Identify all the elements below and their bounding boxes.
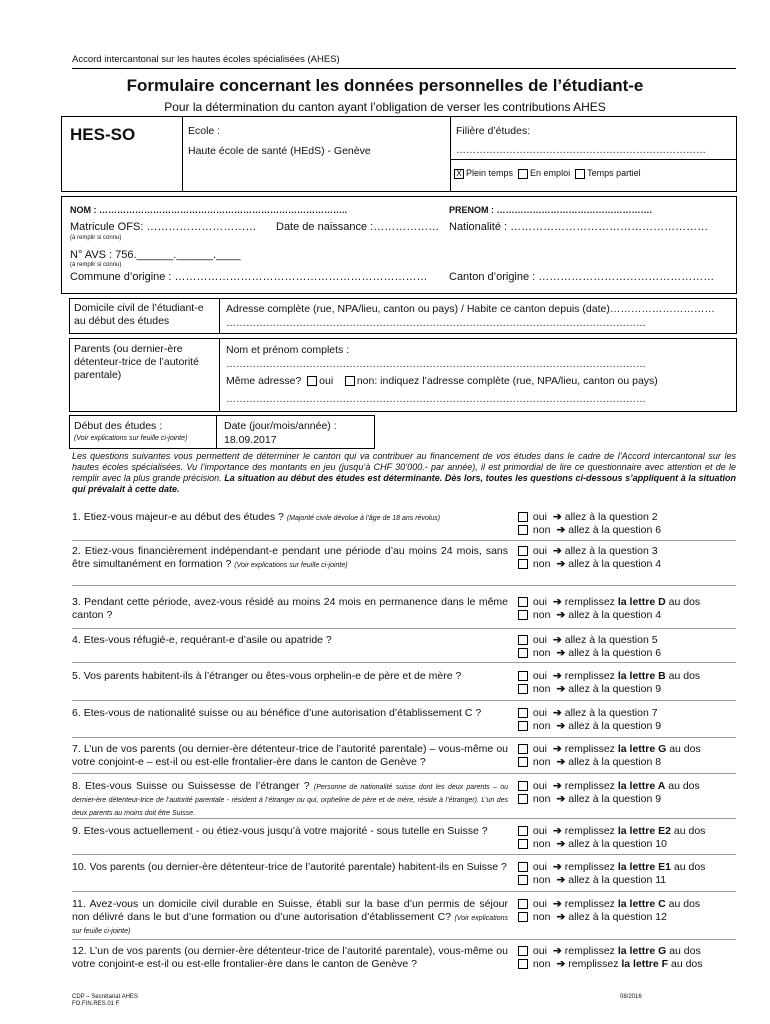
answer-non-checkbox[interactable] <box>518 684 528 694</box>
domicile-label: Domicile civil de l’étudiant-e au début des études <box>70 299 220 333</box>
arrow-right-icon: ➔ <box>552 743 562 755</box>
arrow-right-icon: ➔ <box>552 596 562 608</box>
question-number: 8. <box>72 780 81 792</box>
question-text <box>72 898 508 937</box>
question-text <box>72 743 508 769</box>
question-number: 6. <box>72 707 81 719</box>
answer-oui-checkbox[interactable] <box>518 597 528 607</box>
arrow-right-icon: ➔ <box>552 634 562 646</box>
ecole-cell <box>182 117 451 191</box>
plein-temps-label: Plein temps <box>466 168 514 178</box>
meme-adresse-non-label: non: indiquez l’adresse complète (rue, NPA/lieu, canton ou pays) <box>356 375 658 387</box>
answer-non-row <box>518 793 738 806</box>
answer-oui-suffix: au dos <box>670 861 706 873</box>
school-box <box>61 116 737 192</box>
answer-oui-suffix: au dos <box>665 780 700 792</box>
answer-oui-label: oui <box>532 743 547 755</box>
intro-bold: La situation au début des études est déterminante. Dès lors, toutes les questions ci-dessous s’appliquent à la situation qui prévalait à cette date. <box>72 473 736 494</box>
filiere-label: Filière d’études: <box>456 125 531 137</box>
arrow-right-icon: ➔ <box>556 647 566 659</box>
arrow-right-icon: ➔ <box>556 838 566 850</box>
arrow-right-icon: ➔ <box>552 861 562 873</box>
answer-non-label: non <box>532 756 551 768</box>
answer-non-checkbox[interactable] <box>518 794 528 804</box>
answer-non-row <box>518 838 738 851</box>
answer-non-label: non <box>532 683 551 695</box>
arrow-right-icon: ➔ <box>556 683 566 695</box>
ecole-label: Ecole : <box>188 125 221 137</box>
prenom-field[interactable]: PRENOM : ……………………………………………. <box>449 205 653 215</box>
personal-box <box>61 196 737 294</box>
matricule-field[interactable]: Matricule OFS: ………………………… <box>70 221 257 233</box>
question-answers <box>518 596 738 622</box>
meme-adresse-label: Même adresse? <box>226 375 302 387</box>
debut-label: Début des études : <box>74 420 163 432</box>
parents-name-field[interactable]: ……………………………………………………………………………………………………………… <box>226 359 646 370</box>
header-divider <box>72 68 736 69</box>
answer-oui-letter: la lettre E2 <box>617 825 671 837</box>
answer-non-action: allez à la question 8 <box>568 756 662 768</box>
question-answers <box>518 861 738 887</box>
answer-oui-checkbox[interactable] <box>518 826 528 836</box>
answer-oui-label: oui <box>532 634 547 646</box>
answer-non-checkbox[interactable] <box>518 559 528 569</box>
question-number: 5. <box>72 670 81 682</box>
answer-oui-suffix: au dos <box>670 825 706 837</box>
answer-oui-action: remplissez <box>564 945 618 957</box>
question-answers <box>518 670 738 696</box>
arrow-right-icon: ➔ <box>552 945 562 957</box>
answer-oui-action: remplissez <box>564 861 618 873</box>
answer-oui-label: oui <box>532 596 547 608</box>
answer-oui-letter: la lettre B <box>617 670 666 682</box>
question-divider <box>72 773 736 774</box>
answer-non-action: allez à la question 4 <box>568 558 662 570</box>
intro-paragraph <box>72 451 736 495</box>
question-text <box>72 945 508 971</box>
question-text <box>72 511 508 524</box>
answer-non-row <box>518 756 738 769</box>
debut-label-cell <box>70 416 217 448</box>
answer-oui-letter: la lettre A <box>617 780 666 792</box>
answer-oui-checkbox[interactable] <box>518 946 528 956</box>
nom-field[interactable]: NOM : ……………………………………………………………………….. <box>70 205 347 215</box>
filiere-field[interactable]: ………………………………………………………………… <box>456 145 706 156</box>
question-number: 7. <box>72 743 81 755</box>
study-mode-options <box>454 168 641 179</box>
answer-non-checkbox[interactable] <box>518 757 528 767</box>
page-title: Formulaire concernant les données personnelles de l’étudiant-e <box>126 76 644 95</box>
answer-oui-row <box>518 596 738 609</box>
en-emploi-label: En emploi <box>530 168 571 178</box>
answer-oui-checkbox[interactable] <box>518 781 528 791</box>
answer-oui-letter: la lettre G <box>617 945 667 957</box>
answer-non-action: allez à la question 4 <box>568 609 662 621</box>
answer-non-suffix: au dos <box>668 958 703 970</box>
answer-oui-row <box>518 743 738 756</box>
page-subtitle: Pour la détermination du canton ayant l’obligation de verser les contributions AHES <box>164 100 606 114</box>
answer-oui-suffix: au dos <box>665 670 701 682</box>
question-text <box>72 707 508 720</box>
answer-non-label: non <box>532 838 551 850</box>
meme-adresse-oui-label: oui <box>319 375 334 387</box>
logo-cell <box>62 117 183 191</box>
hes-so-logo: HES-SO <box>70 125 136 144</box>
answer-oui-letter: la lettre D <box>617 596 666 608</box>
answer-oui-label: oui <box>532 511 547 523</box>
arrow-right-icon: ➔ <box>556 793 566 805</box>
question-label: Etiez-vous majeur-e au début des études ? <box>83 511 284 523</box>
question-answers <box>518 634 738 660</box>
question-label: L’un de vos parents (ou dernier-ère détenteur-trice de l’autorité parentale), vous-même ou votre conjoint-e est-il ou est-elle frontalier-ère dans le canton de Genève ? <box>72 945 508 970</box>
question-note: (Voir explications sur feuille ci-jointe) <box>72 915 508 935</box>
footer-right: 08/2016 <box>620 994 642 1000</box>
question-answers <box>518 898 738 924</box>
question-label: Vos parents (ou dernier-ère détenteur-trice de l’autorité parentale) habitent-ils en Suisse ? <box>89 861 507 873</box>
parents-box <box>69 338 737 412</box>
arrow-right-icon: ➔ <box>552 780 562 792</box>
debut-box <box>69 415 375 449</box>
answer-oui-row <box>518 861 738 874</box>
question-label: Etes-vous réfugié-e, requérant-e d’asile ou apatride ? <box>83 634 332 646</box>
answer-non-checkbox[interactable] <box>518 610 528 620</box>
question-divider <box>72 939 736 940</box>
answer-non-label: non <box>532 958 551 970</box>
question-divider <box>72 662 736 663</box>
answer-oui-checkbox[interactable] <box>518 708 528 718</box>
en-emploi-checkbox[interactable] <box>518 169 528 179</box>
answer-non-label: non <box>532 558 551 570</box>
answer-non-row <box>518 720 738 733</box>
answer-oui-action: remplissez <box>564 898 618 910</box>
footer-left-1: CDP – Secrétariat AHES <box>72 994 138 1000</box>
question-answers <box>518 707 738 733</box>
answer-oui-row <box>518 825 738 838</box>
answer-oui-label: oui <box>532 545 547 557</box>
answer-non-label: non <box>532 524 551 536</box>
answer-non-label: non <box>532 609 551 621</box>
arrow-right-icon: ➔ <box>556 558 566 570</box>
arrow-right-icon: ➔ <box>552 898 562 910</box>
question-number: 3. <box>72 596 81 608</box>
naissance-field[interactable]: Date de naissance :……………… <box>276 221 440 233</box>
answer-non-label: non <box>532 911 551 923</box>
answer-non-action: allez à la question 11 <box>568 874 667 886</box>
arrow-right-icon: ➔ <box>552 545 562 557</box>
answer-oui-action: remplissez <box>564 825 618 837</box>
question-answers <box>518 743 738 769</box>
answer-oui-action: remplissez <box>564 596 618 608</box>
canton-field[interactable]: Canton d’origine : ………………………………………… <box>449 271 715 283</box>
answer-oui-suffix: au dos <box>665 596 701 608</box>
plein-temps-checkbox[interactable]: X <box>454 169 464 179</box>
answer-oui-label: oui <box>532 825 547 837</box>
question-number: 1. <box>72 511 81 523</box>
temps-partiel-label: Temps partiel <box>587 168 641 178</box>
answer-oui-label: oui <box>532 861 547 873</box>
question-divider <box>72 540 736 541</box>
answer-oui-row <box>518 545 738 558</box>
question-note: (Voir explications sur feuille ci-jointe) <box>234 562 348 569</box>
answer-non-label: non <box>532 874 551 886</box>
parents-address-field[interactable]: ……………………………………………………………………………………………………………… <box>226 394 646 405</box>
answer-oui-label: oui <box>532 945 547 957</box>
domicile-dots[interactable]: ……………………………………………………………………………………………………………… <box>226 318 646 329</box>
answer-non-row <box>518 683 738 696</box>
answer-non-action: allez à la question 10 <box>568 838 667 850</box>
question-note: (Majorité civile dévolue à l’âge de 18 ans révolus) <box>286 515 441 522</box>
answer-non-row <box>518 874 738 887</box>
answer-oui-label: oui <box>532 670 547 682</box>
answer-non-checkbox[interactable] <box>518 648 528 658</box>
question-divider <box>72 737 736 738</box>
parents-label: Parents (ou dernier-ère détenteur-trice de l’autorité parentale) <box>70 339 220 411</box>
answer-non-row <box>518 911 738 924</box>
answer-non-checkbox[interactable] <box>518 959 528 969</box>
question-number: 2. <box>72 545 81 557</box>
footer-left-2: FO.FIN.RES.01 F <box>72 1001 120 1007</box>
arrow-right-icon: ➔ <box>552 707 562 719</box>
answer-non-action: allez à la question 6 <box>568 524 662 536</box>
question-number: 12. <box>72 945 87 957</box>
answer-oui-checkbox[interactable] <box>518 744 528 754</box>
answer-non-checkbox[interactable] <box>518 525 528 535</box>
answer-non-checkbox[interactable] <box>518 912 528 922</box>
answer-non-action: allez à la question 9 <box>568 683 662 695</box>
answer-non-action: allez à la question 9 <box>568 793 662 805</box>
answer-non-label: non <box>532 720 551 732</box>
question-answers <box>518 545 738 571</box>
question-text <box>72 825 508 838</box>
answer-oui-row <box>518 670 738 683</box>
answer-non-checkbox[interactable] <box>518 721 528 731</box>
answer-oui-suffix: au dos <box>665 898 701 910</box>
question-label: Etes-vous actuellement - ou étiez-vous jusqu’à votre majorité - sous tutelle en Suisse ? <box>83 825 488 837</box>
answer-oui-letter: la lettre G <box>617 743 667 755</box>
answer-non-action: allez à la question 9 <box>568 720 662 732</box>
answer-oui-action: remplissez <box>564 670 618 682</box>
answer-oui-suffix: au dos <box>666 743 701 755</box>
answer-non-letter: la lettre F <box>621 958 669 970</box>
temps-partiel-checkbox[interactable] <box>575 169 585 179</box>
arrow-right-icon: ➔ <box>556 911 566 923</box>
answer-non-row <box>518 524 738 537</box>
answer-oui-label: oui <box>532 898 547 910</box>
answer-oui-action: remplissez <box>564 743 618 755</box>
arrow-right-icon: ➔ <box>552 670 562 682</box>
debut-date-value[interactable]: 18.09.2017 <box>224 434 277 446</box>
answer-non-action: allez à la question 12 <box>568 911 667 923</box>
answer-oui-checkbox[interactable] <box>518 635 528 645</box>
answer-oui-checkbox[interactable] <box>518 512 528 522</box>
filiere-cell <box>450 117 736 191</box>
question-answers <box>518 780 738 806</box>
parents-name-label: Nom et prénom complets : <box>226 344 350 356</box>
arrow-right-icon: ➔ <box>556 756 566 768</box>
ecole-value: Haute école de santé (HEdS) - Genève <box>188 145 371 157</box>
question-label: Vos parents habitent-ils à l’étranger ou êtes-vous orphelin-e de père et de mère ? <box>83 670 462 682</box>
answer-non-action: allez à la question 6 <box>568 647 662 659</box>
question-text <box>72 861 508 874</box>
answer-non-action: remplissez <box>568 958 622 970</box>
answer-oui-checkbox[interactable] <box>518 671 528 681</box>
meme-adresse-non-checkbox[interactable] <box>345 376 355 386</box>
matricule-note: (à remplir si connu) <box>70 235 122 241</box>
answer-oui-action: allez à la question 7 <box>564 707 658 719</box>
arrow-right-icon: ➔ <box>556 720 566 732</box>
question-text <box>72 670 508 683</box>
answer-oui-row <box>518 634 738 647</box>
question-divider <box>72 818 736 819</box>
domicile-box <box>69 298 737 334</box>
meme-adresse-oui-checkbox[interactable] <box>307 376 317 386</box>
question-number: 9. <box>72 825 81 837</box>
answer-oui-row <box>518 898 738 911</box>
question-number: 10. <box>72 861 87 873</box>
question-number: 11. <box>72 898 86 910</box>
answer-oui-row <box>518 511 738 524</box>
question-note: (Personne de nationalité suisse dont les deux parents – ou dernier-ère détenteur-trice de l’autorité parentale - résident à l’étranger ou qui, orpheline de père et de mère, réside à l’étranger). L’un des deux parents au moins doit être Suisse. <box>72 784 509 817</box>
question-text <box>72 596 508 622</box>
debut-date-label: Date (jour/mois/année) : <box>224 420 337 432</box>
question-answers <box>518 945 738 971</box>
answer-oui-checkbox[interactable] <box>518 862 528 872</box>
avs-note: (à remplir si connu) <box>70 262 122 268</box>
filiere-divider <box>450 159 736 160</box>
question-label: Etes-vous de nationalité suisse ou au bénéfice d’une autorisation d’établissement C ? <box>83 707 482 719</box>
question-divider <box>72 854 736 855</box>
question-text <box>72 545 508 571</box>
arrow-right-icon: ➔ <box>556 874 566 886</box>
arrow-right-icon: ➔ <box>556 609 566 621</box>
answer-oui-action: remplissez <box>564 780 618 792</box>
question-label: Etes-vous Suisse ou Suissesse de l’étranger ? <box>85 780 310 792</box>
answer-non-row <box>518 609 738 622</box>
question-divider <box>72 891 736 892</box>
arrow-right-icon: ➔ <box>556 958 566 970</box>
avs-field[interactable]: N° AVS : 756.______.______.____ <box>70 249 241 261</box>
meme-adresse-row <box>226 375 658 387</box>
question-answers <box>518 825 738 851</box>
question-label: Pendant cette période, avez-vous résidé au moins 24 mois en permanence dans le même canton ? <box>72 596 508 621</box>
arrow-right-icon: ➔ <box>552 825 562 837</box>
answer-non-label: non <box>532 793 551 805</box>
question-label: Etiez-vous financièrement indépendant-e pendant une période d’au moins 24 mois, sans être simultanément en formation ? <box>72 545 509 570</box>
question-divider <box>72 700 736 701</box>
answer-oui-row <box>518 945 738 958</box>
debut-note: (Voir explications sur feuille ci-jointe) <box>74 435 188 442</box>
answer-oui-suffix: au dos <box>666 945 701 957</box>
question-text <box>72 634 508 647</box>
answer-oui-row <box>518 780 738 793</box>
question-number: 4. <box>72 634 81 646</box>
answer-oui-letter: la lettre C <box>617 898 666 910</box>
nationalite-field[interactable]: Nationalité : ……………………………………………… <box>449 221 709 233</box>
question-text <box>72 780 508 819</box>
agreement-header: Accord intercantonal sur les hautes écoles spécialisées (AHES) <box>72 54 340 65</box>
answer-non-row <box>518 647 738 660</box>
answer-non-checkbox[interactable] <box>518 839 528 849</box>
answer-oui-checkbox[interactable] <box>518 546 528 556</box>
arrow-right-icon: ➔ <box>556 524 566 536</box>
answer-non-row <box>518 558 738 571</box>
question-label: L’un de vos parents (ou dernier-ère détenteur-trice de l’autorité parentale) – vous-même ou votre conjoint-e – est-il ou est-elle frontalier-ère dans le canton de Genève ? <box>72 743 508 768</box>
answer-oui-action: allez à la question 5 <box>564 634 658 646</box>
question-answers <box>518 511 738 537</box>
commune-field[interactable]: Commune d’origine : …………………………………………………………… <box>70 271 428 283</box>
arrow-right-icon: ➔ <box>552 511 562 523</box>
answer-oui-action: allez à la question 3 <box>564 545 658 557</box>
answer-oui-label: oui <box>532 780 547 792</box>
answer-oui-letter: la lettre E1 <box>617 861 671 873</box>
question-divider <box>72 585 736 586</box>
answer-oui-label: oui <box>532 707 547 719</box>
answer-non-checkbox[interactable] <box>518 875 528 885</box>
answer-non-label: non <box>532 647 551 659</box>
answer-oui-action: allez à la question 2 <box>564 511 658 523</box>
answer-oui-row <box>518 707 738 720</box>
question-label: Avez-vous un domicile civil durable en Suisse, établi sur la base d’un permis de séjour non délivré dans le but d’une formation ou d’une autorisation d’établissement C? <box>72 898 508 923</box>
answer-non-row <box>518 958 738 971</box>
domicile-address[interactable]: Adresse complète (rue, NPA/lieu, canton ou pays) / Habite ce canton depuis (date)………………………… <box>226 303 715 315</box>
intro-text: Les questions suivantes vous permettent de déterminer le canton qui va contribuer au financement de vos études dans le cadre de l’Accord intercantonal sur les hautes écoles spécialisées. Vu l’importance des montants en jeu (jusqu’à CHF 30’000.- par année), il est primordial de lire ce questionnaire avec attention et de le remplir avec la plus grande précision. <box>72 451 736 483</box>
answer-oui-checkbox[interactable] <box>518 899 528 909</box>
question-divider <box>72 628 736 629</box>
